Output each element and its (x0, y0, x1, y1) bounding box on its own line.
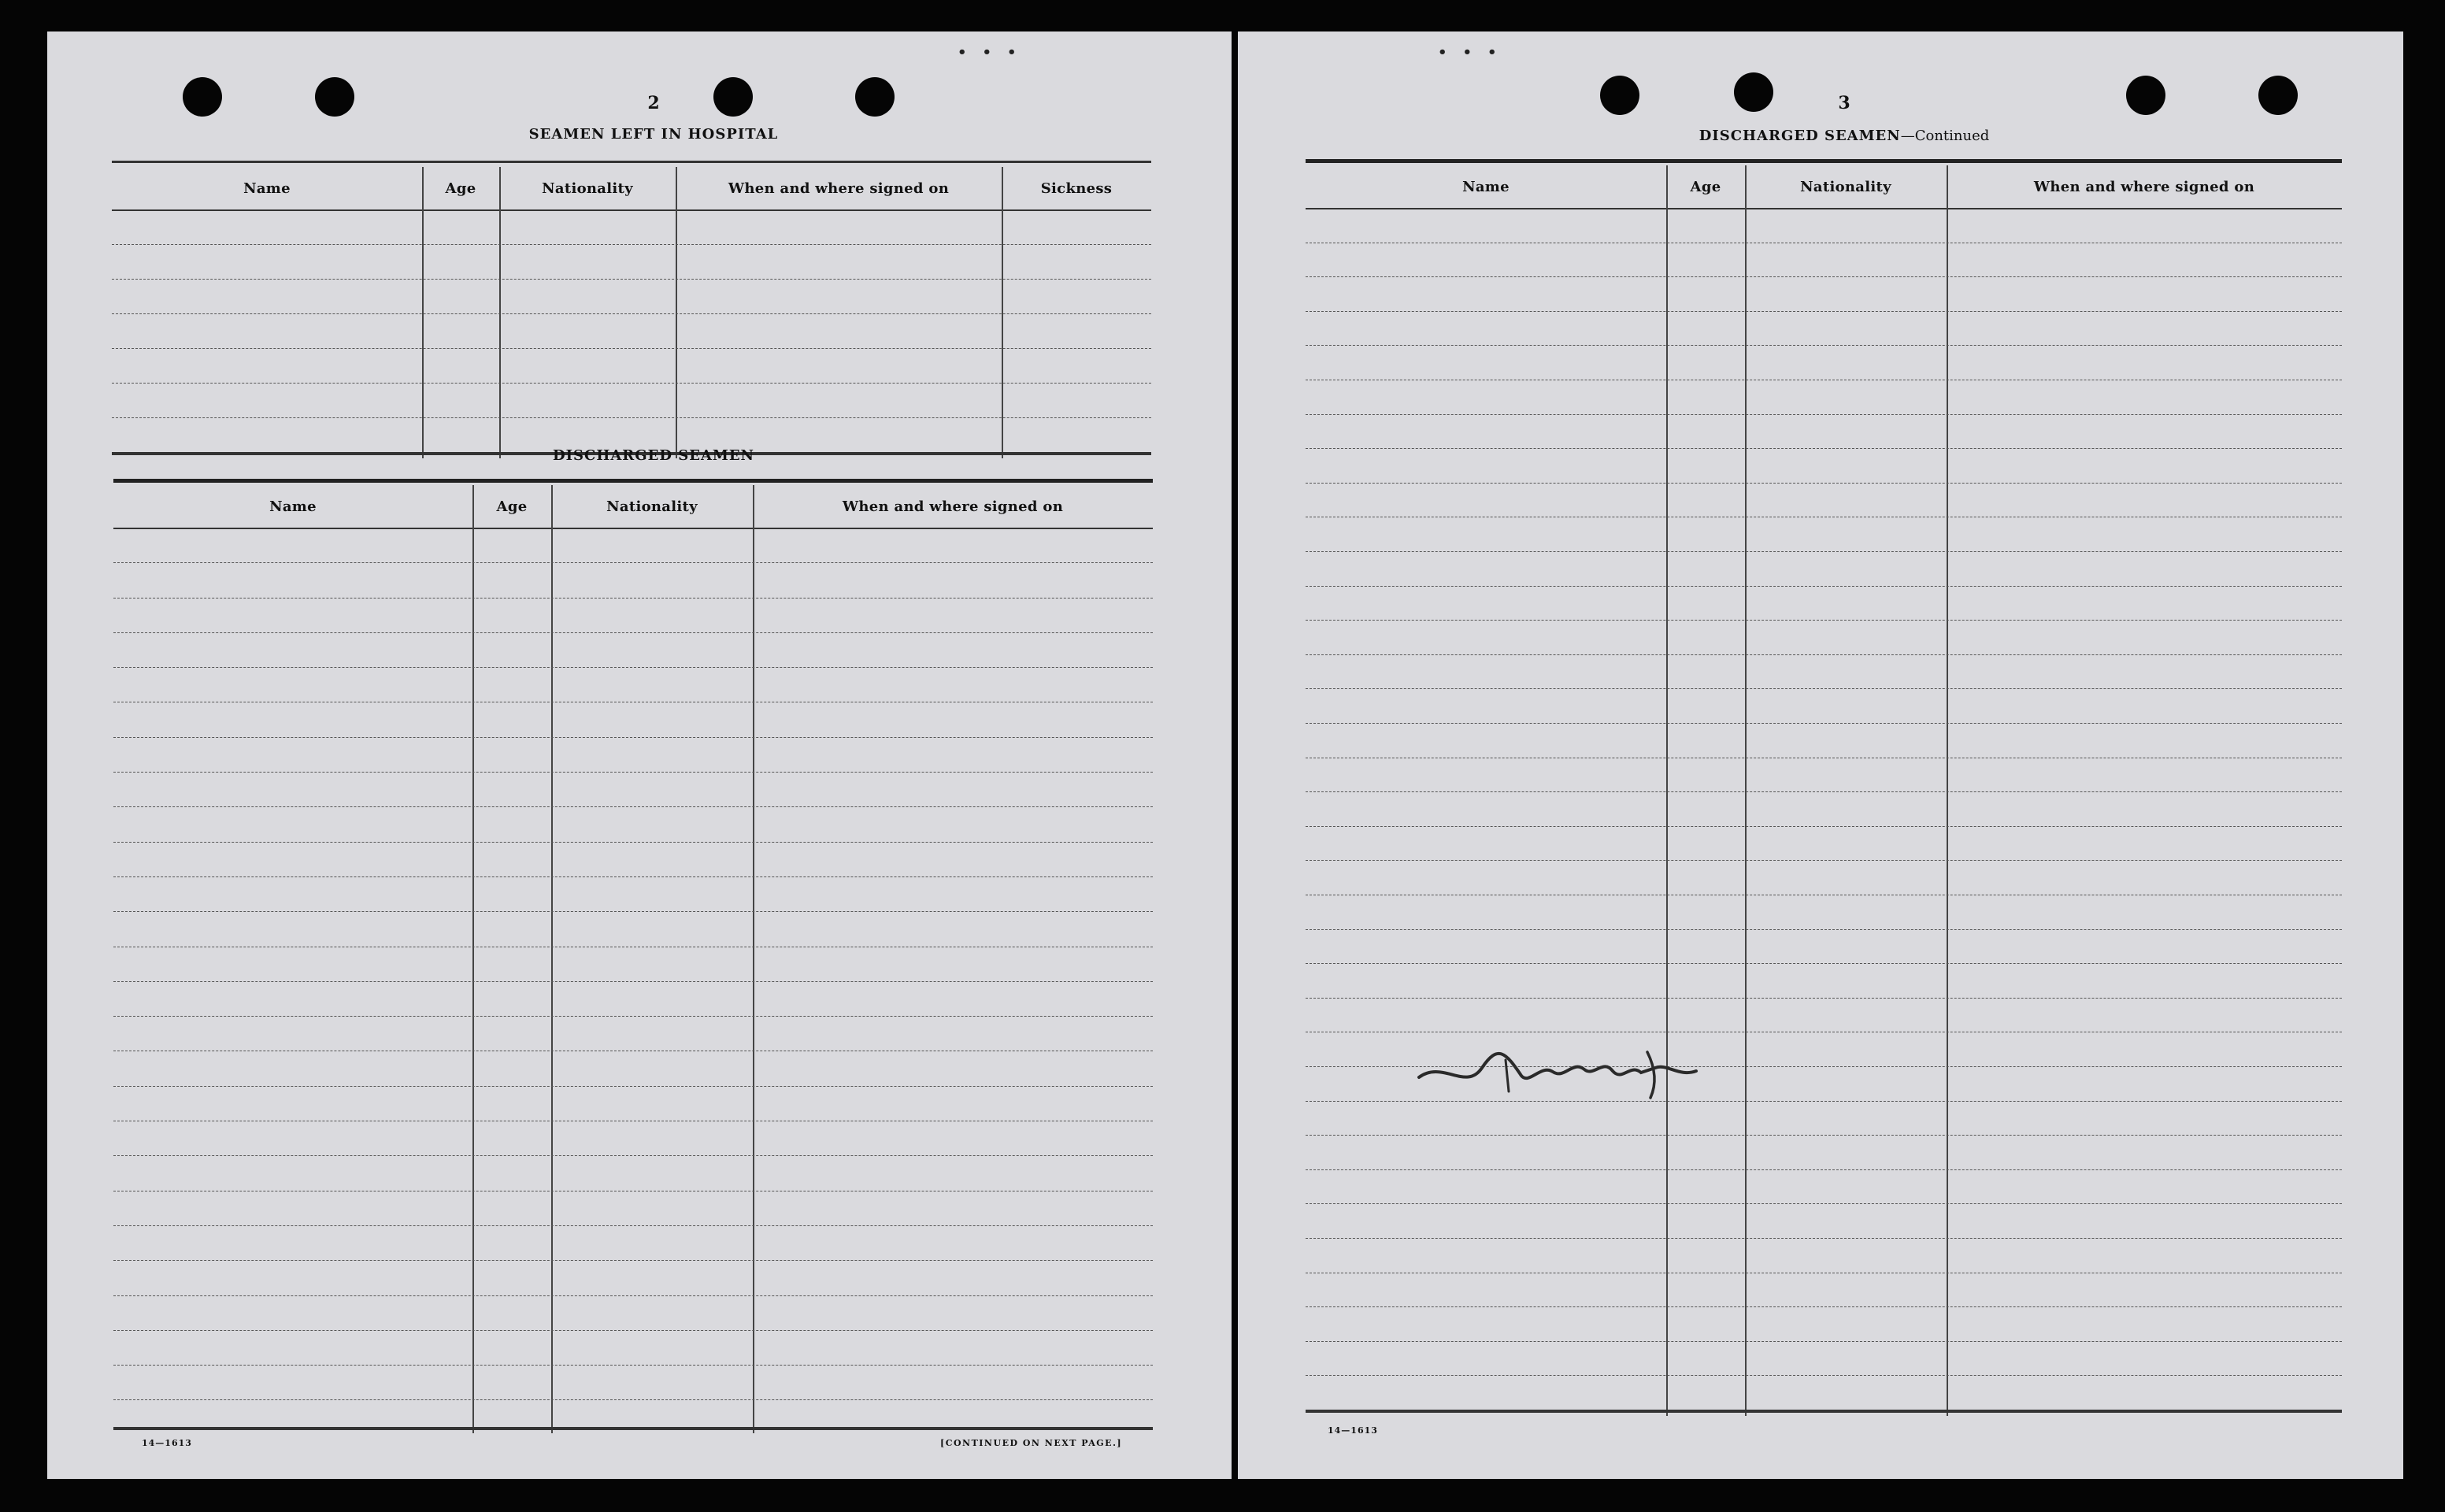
column-header-signed-on: When and where signed on (728, 180, 950, 197)
table-row (1306, 380, 2342, 415)
form-code: 14—1613 (1328, 1425, 1378, 1436)
table-row (1306, 895, 2342, 930)
table-row (112, 244, 1151, 280)
table-row (113, 632, 1153, 668)
table-row (112, 383, 1151, 418)
table-row (1306, 723, 2342, 758)
table-row (1306, 345, 2342, 380)
punch-hole (315, 77, 354, 117)
table-row (113, 1191, 1153, 1226)
form-code: 14—1613 (142, 1438, 192, 1448)
table-row (113, 772, 1153, 807)
table-row (1306, 276, 2342, 312)
table-row (1306, 826, 2342, 862)
table-row (113, 806, 1153, 842)
table-row (1306, 998, 2342, 1033)
table-row (113, 702, 1153, 738)
column-header-age: Age (445, 180, 476, 197)
column-header-nationality: Nationality (1800, 178, 1891, 195)
punch-hole (1600, 76, 1639, 115)
table-row (113, 737, 1153, 773)
table-row (113, 1155, 1153, 1191)
column-header-name: Name (1462, 178, 1510, 195)
table-row (112, 209, 1151, 245)
table-row (1306, 1135, 2342, 1170)
table-row (1306, 620, 2342, 655)
punch-hole (183, 77, 222, 117)
binding-marks: ••• (1438, 44, 1513, 61)
punch-hole (713, 77, 753, 117)
discharged-continued-title (1569, 128, 2120, 144)
table-row (1306, 963, 2342, 999)
table-row (1306, 483, 2342, 518)
table-row (1306, 517, 2342, 552)
table-row (1306, 1203, 2342, 1239)
punch-hole (2126, 76, 2165, 115)
table-row (113, 528, 1153, 563)
table-row (1306, 688, 2342, 724)
table-row (1306, 311, 2342, 346)
signature-icon (1411, 1036, 1710, 1107)
table-row (113, 562, 1153, 598)
column-header-nationality: Nationality (542, 180, 633, 197)
table-row (1306, 860, 2342, 895)
discharged-section-title: DISCHARGED SEAMEN (552, 447, 755, 464)
discharged-table (113, 479, 1153, 1433)
table-row (113, 842, 1153, 877)
column-header-name: Name (269, 498, 317, 515)
hospital-table-header (112, 167, 1151, 211)
table-row (113, 1016, 1153, 1051)
left-page (47, 32, 1232, 1479)
binding-marks: ••• (958, 44, 1032, 61)
punch-hole (1734, 72, 1773, 112)
column-header-signed-on: When and where signed on (842, 498, 1064, 515)
table-row (1306, 586, 2342, 621)
table-row (113, 1225, 1153, 1261)
table-row (113, 667, 1153, 702)
column-header-age: Age (1690, 178, 1721, 195)
table-row (1306, 654, 2342, 690)
table-row (113, 911, 1153, 947)
table-row (1306, 791, 2342, 827)
table-row (112, 313, 1151, 349)
table-row (113, 1121, 1153, 1156)
table-row (1306, 448, 2342, 484)
table-row (1306, 929, 2342, 965)
continued-note: [CONTINUED ON NEXT PAGE.] (940, 1438, 1123, 1448)
page-number: 3 (1838, 93, 1850, 113)
table-row (113, 981, 1153, 1017)
table-row (113, 1051, 1153, 1087)
table-row (1306, 1273, 2342, 1308)
hospital-section-title: SEAMEN LEFT IN HOSPITAL (528, 126, 779, 143)
table-row (113, 1330, 1153, 1366)
table-row (113, 876, 1153, 912)
punch-hole (2258, 76, 2298, 115)
table-row (1306, 1306, 2342, 1342)
discharged-continued-table (1306, 159, 2342, 1416)
page-number: 2 (647, 93, 660, 113)
column-header-age: Age (496, 498, 528, 515)
table-row (113, 947, 1153, 982)
section-title-main: DISCHARGED SEAMEN (1699, 128, 1901, 144)
section-title-suffix: —Continued (1900, 128, 1990, 144)
discharged-table-header (113, 485, 1153, 529)
right-page (1238, 32, 2403, 1479)
table-row (1306, 1375, 2342, 1410)
table-row (112, 279, 1151, 314)
table-row (1306, 208, 2342, 243)
table-row (1306, 1169, 2342, 1205)
column-header-nationality: Nationality (606, 498, 698, 515)
table-row (113, 1365, 1153, 1400)
table-row (112, 348, 1151, 384)
column-header-name: Name (243, 180, 291, 197)
punch-hole (855, 77, 895, 117)
table-row (113, 1086, 1153, 1121)
table-row (113, 1260, 1153, 1295)
hospital-table (112, 161, 1151, 458)
table-row (113, 598, 1153, 633)
table-row (1306, 758, 2342, 793)
column-header-sickness: Sickness (1040, 180, 1113, 197)
table-row (1306, 1238, 2342, 1273)
discharged-continued-table-header (1306, 165, 2342, 209)
table-row (1306, 243, 2342, 278)
column-header-signed-on: When and where signed on (2033, 178, 2255, 195)
table-row (1306, 1341, 2342, 1377)
table-row (1306, 414, 2342, 450)
table-row (113, 1295, 1153, 1331)
table-row (1306, 551, 2342, 587)
